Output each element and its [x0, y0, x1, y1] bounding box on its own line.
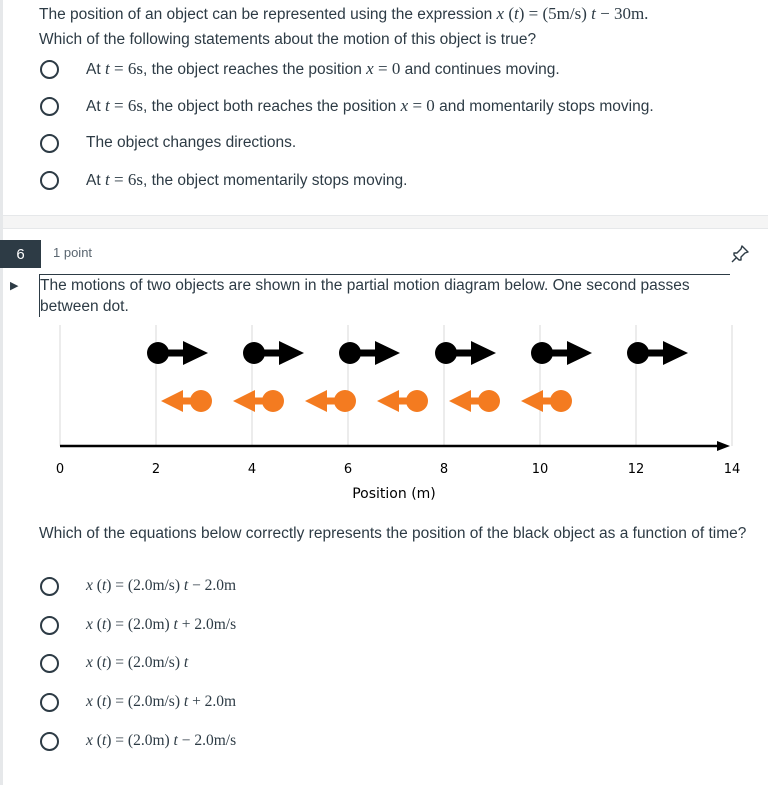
tick-label: 14 [723, 462, 741, 477]
black-dot-arrow [339, 341, 400, 365]
q6-option-3-label: x (t) = (2.0m/s) t [86, 654, 189, 671]
black-dot-arrow [147, 341, 208, 365]
q5-option-2-label: At t = 6s, the object both reaches the position x = 0 and momentarily stops moving. [86, 96, 654, 115]
q6-option-1-label: x (t) = (2.0m/s) t − 2.0m [86, 577, 237, 594]
question-number: 6 [0, 240, 41, 268]
black-dot-arrow [435, 341, 496, 365]
radio-button[interactable] [40, 693, 59, 712]
q5-option-2[interactable] [40, 94, 654, 118]
orange-dot-arrow [377, 390, 428, 412]
x-axis-label: Position (m) [352, 486, 436, 502]
tick-label: 2 [151, 462, 161, 477]
tick-label: 8 [439, 462, 449, 477]
radio-button[interactable] [40, 732, 59, 751]
tick-label: 4 [247, 462, 257, 477]
q5-option-3[interactable] [40, 131, 296, 155]
motion-diagram [0, 320, 768, 505]
expand-triangle-icon[interactable]: ▶ [10, 280, 19, 292]
tick-label: 0 [55, 462, 65, 477]
orange-dot-arrow [449, 390, 500, 412]
q6-option-2[interactable] [40, 613, 236, 637]
black-dot-arrow [531, 341, 592, 365]
q6-option-4-label: x (t) = (2.0m/s) t + 2.0m [86, 693, 237, 710]
orange-dot-arrow [161, 390, 212, 412]
radio-button[interactable] [40, 171, 59, 190]
radio-button[interactable] [40, 577, 59, 596]
q6-option-5-label: x (t) = (2.0m) t − 2.0m/s [86, 732, 237, 749]
orange-dot-arrow [521, 390, 572, 412]
q6-option-4[interactable] [40, 690, 236, 714]
question-6-subtext: Which of the equations below correctly represents the position of the black object as a function of time? [39, 525, 747, 542]
q6-option-5[interactable] [40, 729, 236, 753]
black-object-series [147, 341, 688, 365]
q6-option-1[interactable] [40, 574, 236, 598]
q5-option-1-label: At t = 6s, the object reaches the position x = 0 and continues moving. [86, 59, 560, 78]
tick-label: 12 [627, 462, 645, 477]
black-dot-arrow [243, 341, 304, 365]
q5-option-3-label: The object changes directions. [86, 134, 297, 151]
pin-icon[interactable] [730, 244, 750, 264]
question-points: 1 point [53, 245, 93, 260]
q6-option-3[interactable] [40, 651, 188, 675]
tick-labels [56, 462, 740, 477]
black-dot-arrow [627, 341, 688, 365]
question-6-text: The motions of two objects are shown in the partial motion diagram below. One second passes between dot. [39, 274, 730, 317]
radio-button[interactable] [40, 60, 59, 79]
question-5-text: The position of an object can be represented using the expression x (t) = (5m/s) t − 30m. Which of the following statements about the motion of this object is true? [39, 4, 649, 48]
orange-dot-arrow [305, 390, 356, 412]
q5-option-4[interactable] [40, 168, 407, 192]
q5-option-1[interactable] [40, 57, 560, 81]
q6-option-2-label: x (t) = (2.0m) t + 2.0m/s [86, 616, 237, 633]
orange-object-series [161, 390, 572, 412]
orange-dot-arrow [233, 390, 284, 412]
radio-button[interactable] [40, 616, 59, 635]
radio-button[interactable] [40, 134, 59, 153]
q5-option-4-label: At t = 6s, the object momentarily stops moving. [86, 170, 408, 189]
question-separator [3, 215, 768, 229]
axis-arrowhead [717, 441, 730, 451]
radio-button[interactable] [40, 97, 59, 116]
tick-label: 6 [343, 462, 353, 477]
tick-label: 10 [531, 462, 549, 477]
radio-button[interactable] [40, 654, 59, 673]
